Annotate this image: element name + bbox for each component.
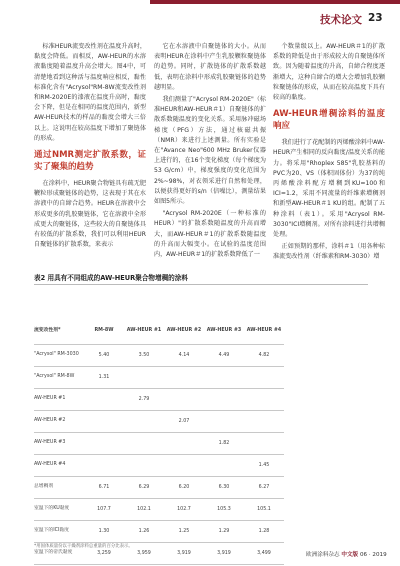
table-cell xyxy=(84,389,124,411)
table-row-label: AW-HEUR #1 xyxy=(34,389,84,411)
table-cell xyxy=(164,433,204,455)
table-cell xyxy=(164,455,204,477)
table-header-cell: AW-HEUR #3 xyxy=(204,318,244,345)
table-header-cell: 流变改性剂* xyxy=(34,318,84,345)
table-cell: 102.1 xyxy=(124,499,164,521)
table-cell: 2.07 xyxy=(164,411,204,433)
journal-issue: 06 · 2019 xyxy=(359,552,387,558)
table-cell: 2.79 xyxy=(124,389,164,411)
table-row xyxy=(34,345,284,367)
table-cell xyxy=(124,367,164,389)
table-row xyxy=(34,455,284,477)
table-row xyxy=(34,411,284,433)
table-row-label: 室温下的KU黏度 xyxy=(34,499,84,521)
table-cell: 3,919 xyxy=(204,543,244,565)
section-title: 技术论文 xyxy=(320,14,362,26)
table-cell: 4.14 xyxy=(164,345,204,367)
table-cell xyxy=(204,367,244,389)
table-cell: 6.27 xyxy=(244,477,284,499)
paragraph: 标准HEUR流变改性剂在温度升高时，黏度会降低。而相反，AW-HEUR的水溶液黏度随着温度升高会增大。图4中，可清楚地看到这种活与温度响应相反，黏性标准化含有"Acrysol"RM-8W流变改性剂和RM-2020E的漆液在温度升高时，黏度会下降，但是在相同的温度范围内，新型AW-HEUR技术的样品的黏度会增大三倍以上。这说明在较高温度下增加了聚链体的形成。 xyxy=(34,43,146,142)
table-cell: 6.20 xyxy=(164,477,204,499)
table-cell xyxy=(164,367,204,389)
table-row-label: "Acrysol" RM-8W xyxy=(34,367,84,389)
text-column-2 xyxy=(154,42,266,262)
table-cell: 1.45 xyxy=(244,455,284,477)
table-row xyxy=(34,477,284,499)
table-cell: 6.30 xyxy=(204,477,244,499)
table-cell xyxy=(84,411,124,433)
table-cell: 6.71 xyxy=(84,477,124,499)
table-header-row xyxy=(34,318,284,345)
paragraph: 个数量级以上。AW-HEUR＃1的扩散系数的降低是由于形成较大的自聚链体所致。因为随着温度的升高，自締合程度逐渐增大，这种自締合的增大会增加乳胶颗粒聚链体的形成，从而在较高温度下具有较高的黏度。 xyxy=(273,43,385,102)
journal-edition: 中文版 xyxy=(341,552,359,558)
table-row xyxy=(34,499,284,521)
table-cell: 3,499 xyxy=(244,543,284,565)
table-header-cell: AW-HEUR #2 xyxy=(164,318,204,345)
table-row xyxy=(34,389,284,411)
table-cell xyxy=(204,411,244,433)
paragraph: 正如预期的那样，涂料＃1（用各种标准流变改性剂（纤维素和RM-3030）增 xyxy=(273,243,385,261)
table-cell xyxy=(204,455,244,477)
table-cell xyxy=(204,389,244,411)
table-caption: 表2 用具有不同组成的AW-HEUR聚合物增稠的涂料 xyxy=(34,274,188,282)
paragraph: 在涂料中，HEUR聚合物链具有疏无肥鞭粒形成聚链体的趋势，这表现于其在水溶液中的自締合趋势。HEUR在溶液中会形成更多的乳胶聚链体，它在溶液中全形成更大的聚链体，这些较大的自聚链体具有较低的扩散系数，我们可以利用HEUR自聚链体的扩散系数，来表示 xyxy=(34,180,146,249)
table-cell: 1.31 xyxy=(84,367,124,389)
table-header-cell: RM-8W xyxy=(84,318,124,345)
table-rule xyxy=(34,284,368,285)
table-row-label: AW-HEUR #2 xyxy=(34,411,84,433)
table-header-cell: AW-HEUR #4 xyxy=(244,318,284,345)
table-cell: 3,959 xyxy=(124,543,164,565)
table-cell xyxy=(124,455,164,477)
table-cell: 3,259 xyxy=(84,543,124,565)
table-row-label: 室温下的ICI黏度 xyxy=(34,521,84,543)
text-column-3 xyxy=(273,42,385,265)
table-cell: 105.3 xyxy=(204,499,244,521)
table-cell xyxy=(244,433,284,455)
table-cell: 102.7 xyxy=(164,499,204,521)
table-cell: 4.49 xyxy=(204,345,244,367)
table-cell: 1.30 xyxy=(84,521,124,543)
table-cell xyxy=(164,389,204,411)
table-cell: 1.26 xyxy=(124,521,164,543)
table-row-label: "Acrysol" RM-3030 xyxy=(34,345,84,367)
text-column-1 xyxy=(34,42,146,252)
table-cell: 1.82 xyxy=(204,433,244,455)
table-cell xyxy=(124,433,164,455)
table-cell: 1.28 xyxy=(244,521,284,543)
table-header-cell: AW-HEUR #1 xyxy=(124,318,164,345)
table-cell xyxy=(244,367,284,389)
table-cell: 6.29 xyxy=(124,477,164,499)
paragraph: 我们测量了"Acrysol RM-2020E"（标准HEUR和AW-HEUR＃1）自聚链体的扩散系数随温度的变化关系。采用脉冲磁场梯度（PFG）方法，通过核磁共振（NMR）来进行上述测量。所有实验是在"Avance Neo"600 MHz Bruker仪器上进行的，在16个变化梯度（每个梯度为53 G/cm）中，梯度强度的变化范围为2%~98%，对衣领采进行自然和处理，以便获得更好的s/n（信噪比），测量结果如图5所示。 xyxy=(154,96,266,206)
section-heading: 通过NMR测定扩散系数，证实了聚集的趋势 xyxy=(34,150,146,172)
paragraph: 我们进行了花配制的丙烯酸涂料中AW-HEUR产生相同的反向黏度/温度关系的能力。将采用"Rhoplex 585"乳胶基料的PVC为20、VS（体积固体份）为37的纯丙烯酸涂料配方增稠到KU=100和ICI=1.2，采用不同流量的纤维素增稠剂和新型AW-HEUR＃1 KU的组。配制了五种涂料（表1）。采用"Acrysol RM-3030"ICI增稠剂。对所有涂料进行共增稠处理。 xyxy=(273,139,385,239)
table-cell xyxy=(124,411,164,433)
page-header xyxy=(0,0,400,32)
table-cell: 4.82 xyxy=(244,345,284,367)
table-cell: 1.29 xyxy=(204,521,244,543)
table-cell xyxy=(84,433,124,455)
table-cell xyxy=(244,389,284,411)
header-accent-bar xyxy=(150,0,400,4)
table-row xyxy=(34,367,284,389)
table-row-label: AW-HEUR #3 xyxy=(34,433,84,455)
table-body xyxy=(34,345,284,565)
table-row xyxy=(34,433,284,455)
table-row xyxy=(34,521,284,543)
table-cell: 1.25 xyxy=(164,521,204,543)
table-footnote: *用固体质量份以干燥剂涂料总重量的百分比表示。 xyxy=(34,544,133,549)
table-cell: 5.40 xyxy=(84,345,124,367)
table-cell: 105.1 xyxy=(244,499,284,521)
page-number: 23 xyxy=(368,12,383,24)
table-cell: 3.50 xyxy=(124,345,164,367)
paragraph: "Acrysol RM-2020E（一种标准的HEUR）"的扩散系数随温度的升高而增大，而AW-HEUR＃1的扩散系数随温度的升高而大幅变小。在试验的温度范围内，AW-HEUR＃1的扩散系数降低了一 xyxy=(154,210,266,259)
journal-name: 欧洲涂料杂志 xyxy=(306,552,340,558)
table-cell xyxy=(244,411,284,433)
table-cell: 107.7 xyxy=(84,499,124,521)
table-row-label: AW-HEUR #4 xyxy=(34,455,84,477)
table-row-label: 室温下的帝氏黏度 xyxy=(34,543,84,565)
table-cell: 3,919 xyxy=(164,543,204,565)
table-cell xyxy=(84,455,124,477)
data-table xyxy=(34,318,284,565)
table-row-label: 总增稠剂 xyxy=(34,477,84,499)
paragraph: 它在水溶液中自聚链体的大小。从而表明HEUR在涂料中产生乳胶颗粒聚链体的趋势。同时，扩散链体的扩散系数越低，表明在涂料中形成乳胶聚链体的趋势越明显。 xyxy=(154,43,266,91)
page-footer xyxy=(306,550,387,558)
section-heading: AW-HEUR增稠涂料的温度响应 xyxy=(273,109,385,131)
